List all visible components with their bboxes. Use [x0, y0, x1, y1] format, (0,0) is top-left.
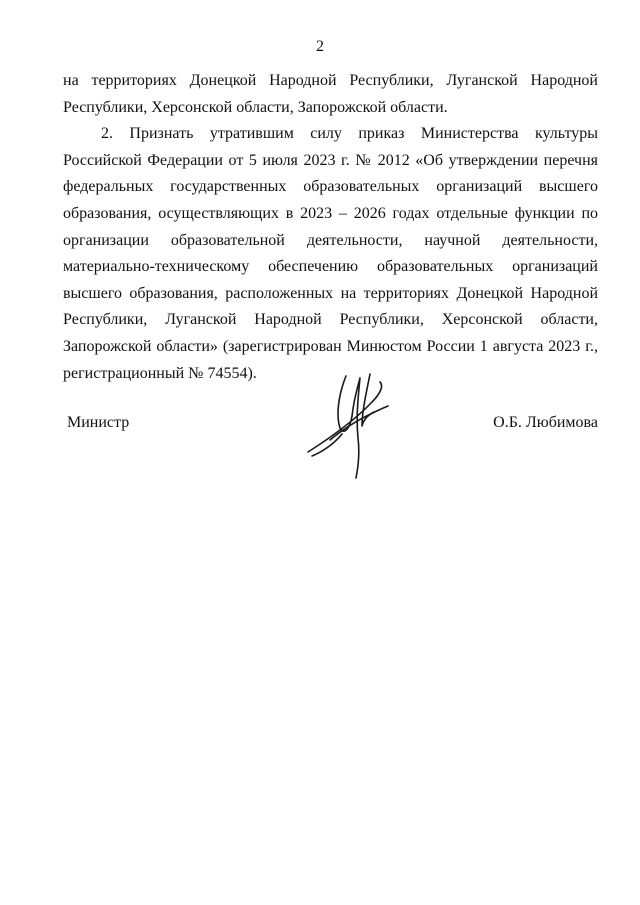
- signatory-name: О.Б. Любимова: [493, 414, 598, 431]
- paragraph-item-2: 2. Признать утратившим силу приказ Министерства культуры Российской Федерации от 5 июля 2023 г. № 2012 «Об утверждении перечня федеральных государственных образовательных организаций высшего образования, осуществляющих в 2023 – 2026 годах отдельные функции по организации образовательной деятельности, научной деятельности, материально-техническому обеспечению образовательных организаций высшего образования, расположенных на территориях Донецкой Народной Республики, Луганской Народной Республики, Херсонской области, Запорожской области» (зарегистрирован Минюстом России 1 августа 2023 г., регистрационный № 74554).: [63, 125, 598, 382]
- paragraph-continuation: на территориях Донецкой Народной Республики, Луганской Народной Республики, Херсонской области, Запорожской области.: [63, 72, 598, 116]
- page-number: 2: [316, 38, 324, 55]
- document-body: [63, 68, 598, 387]
- signatory-position: Министр: [67, 414, 130, 431]
- handwritten-signature-icon: [300, 368, 400, 486]
